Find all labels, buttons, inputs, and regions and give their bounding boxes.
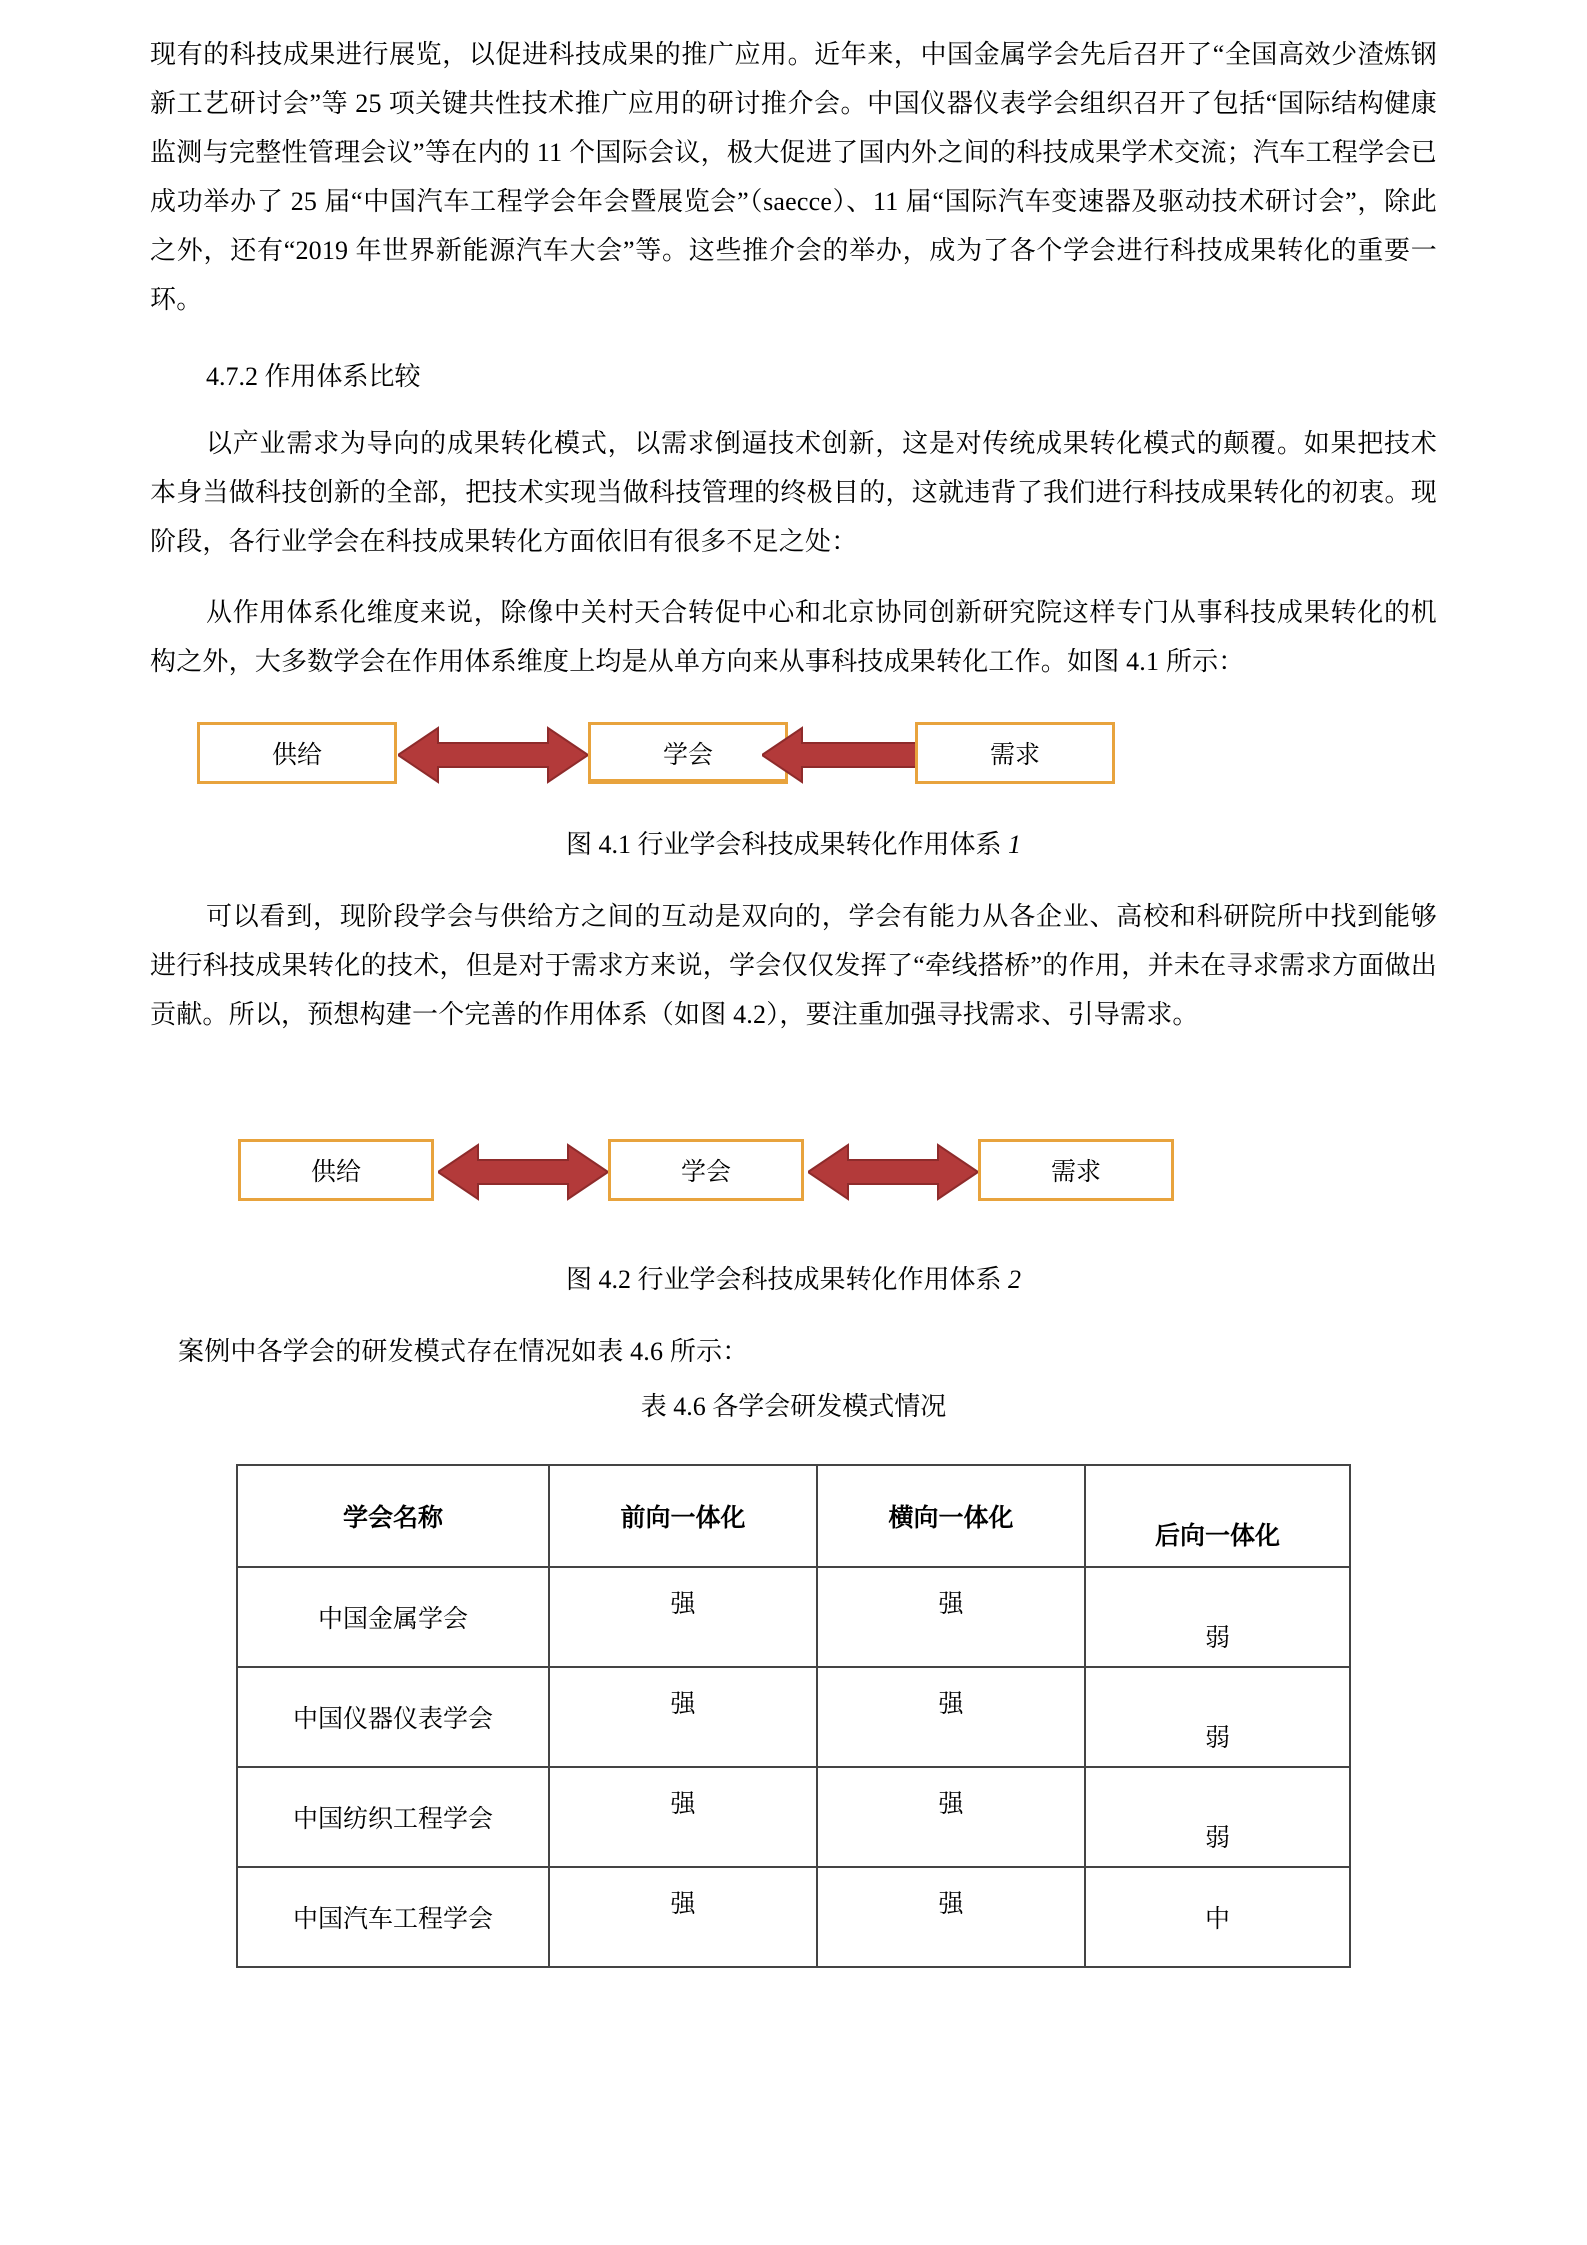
table-cell-forward: [549, 1567, 817, 1667]
table-header-horizontal: 横向一体化: [817, 1465, 1085, 1567]
figure-4-2-caption: [150, 1259, 1437, 1301]
table-cell-forward: [549, 1667, 817, 1767]
figure2-arrow-right: [808, 1141, 978, 1201]
figure2-box-supply: 供给: [238, 1139, 434, 1201]
table-header-forward: 前向一体化: [549, 1465, 817, 1567]
figure-4-1-caption: [150, 824, 1437, 866]
figure-4-2-caption-index: 2: [1008, 1265, 1021, 1294]
table-header-society: 学会名称: [237, 1465, 549, 1567]
figure-4-1-caption-text: 图 4.1 行业学会科技成果转化作用体系: [565, 830, 1002, 859]
table-cell-horizontal-value: 强: [938, 1591, 964, 1618]
figure-4-2-diagram: [150, 1139, 1437, 1231]
table-cell-backward: [1085, 1667, 1350, 1767]
figure2-box-society: 学会: [608, 1139, 804, 1201]
figure2-box-demand: 需求: [978, 1139, 1174, 1201]
figure1-arrow-left: [398, 724, 588, 784]
figure1-box-society: 学会: [588, 722, 788, 784]
table-cell-horizontal: [817, 1867, 1085, 1967]
table-cell-forward-value: 强: [670, 1791, 696, 1818]
section-heading-4-7-2: 4.7.2 作用体系比较: [206, 362, 421, 391]
table-cell-backward-value: 弱: [1204, 1625, 1230, 1652]
paragraph-5: 案例中各学会的研发模式存在情况如表 4.6 所示：: [178, 1337, 749, 1366]
paragraph-2: 以产业需求为导向的成果转化模式，以需求倒逼技术创新，这是对传统成果转化模式的颠覆。如果把技术本身当做科技创新的全部，把技术实现当做科技管理的终极目的，这就违背了我们进行科技成果转化的初衷。现阶段，各行业学会在科技成果转化方面依旧有很多不足之处：: [150, 429, 1437, 556]
paragraph-3: 从作用体系化维度来说，除像中关村天合转促中心和北京协同创新研究院这样专门从事科技成果转化的机构之外，大多数学会在作用体系维度上均是从单方向来从事科技成果转化工作。如图 4.1 所示：: [150, 598, 1437, 676]
table-cell-backward-value: 中: [1204, 1906, 1230, 1933]
table-4-6: [236, 1464, 1351, 1968]
figure2-arrow-left: [438, 1141, 608, 1201]
table-row: [237, 1867, 1350, 1967]
table-cell-society: 中国汽车工程学会: [237, 1867, 549, 1967]
table-cell-backward-value: 弱: [1204, 1725, 1230, 1752]
table-cell-forward: [549, 1767, 817, 1867]
table-cell-horizontal-value: 强: [938, 1791, 964, 1818]
table-cell-forward: [549, 1867, 817, 1967]
table-cell-forward-value: 强: [670, 1591, 696, 1618]
table-cell-horizontal-value: 强: [938, 1891, 964, 1918]
table-cell-society: 中国仪器仪表学会: [237, 1667, 549, 1767]
table-cell-backward: [1085, 1767, 1350, 1867]
paragraph-4: 可以看到，现阶段学会与供给方之间的互动是双向的，学会有能力从各企业、高校和科研院所中找到能够进行科技成果转化的技术，但是对于需求方来说，学会仅仅发挥了“牵线搭桥”的作用，并未在寻求需求方面做出贡献。所以，预想构建一个完善的作用体系（如图 4.2），要注重加强寻找需求、引导需求。: [150, 902, 1437, 1029]
figure1-box-demand: 需求: [915, 722, 1115, 784]
table-cell-horizontal: [817, 1567, 1085, 1667]
paragraph-intro: 现有的科技成果进行展览，以促进科技成果的推广应用。近年来，中国金属学会先后召开了“全国高效少渣炼钢新工艺研讨会”等 25 项关键共性技术推广应用的研讨推介会。中国仪器仪表学会组织召开了包括“国际结构健康监测与完整性管理会议”等在内的 11 个国际会议，极大促进了国内外之间的科技成果学术交流；汽车工程学会已成功举办了 25 届“中国汽车工程学会年会暨展览会”（saecce）、11 届“国际汽车变速器及驱动技术研讨会”，除此之外，还有“2019 年世界新能源汽车大会”等。这些推介会的举办，成为了各个学会进行科技成果转化的重要一环。: [150, 40, 1437, 314]
table-cell-backward-value: 弱: [1204, 1825, 1230, 1852]
table-cell-backward: [1085, 1567, 1350, 1667]
table-cell-forward-value: 强: [670, 1891, 696, 1918]
table-cell-society: 中国金属学会: [237, 1567, 549, 1667]
table-header-backward: [1085, 1465, 1350, 1567]
figure-4-1-caption-index: 1: [1008, 830, 1021, 859]
table-header-row: [237, 1465, 1350, 1567]
table-row: [237, 1567, 1350, 1667]
table-4-6-title: 表 4.6 各学会研发模式情况: [640, 1392, 947, 1421]
table-cell-society: 中国纺织工程学会: [237, 1767, 549, 1867]
table-row: [237, 1767, 1350, 1867]
figure1-box-supply: 供给: [197, 722, 397, 784]
figure-4-2-caption-text: 图 4.2 行业学会科技成果转化作用体系: [565, 1265, 1002, 1294]
table-cell-horizontal: [817, 1667, 1085, 1767]
table-row: [237, 1667, 1350, 1767]
table-header-backward-label: 后向一体化: [1154, 1523, 1280, 1550]
table-cell-backward: [1085, 1867, 1350, 1967]
figure-4-1-diagram: [150, 722, 1437, 814]
table-cell-horizontal-value: 强: [938, 1691, 964, 1718]
figure1-arrow-right: [762, 724, 922, 784]
table-cell-horizontal: [817, 1767, 1085, 1867]
table-cell-forward-value: 强: [670, 1691, 696, 1718]
